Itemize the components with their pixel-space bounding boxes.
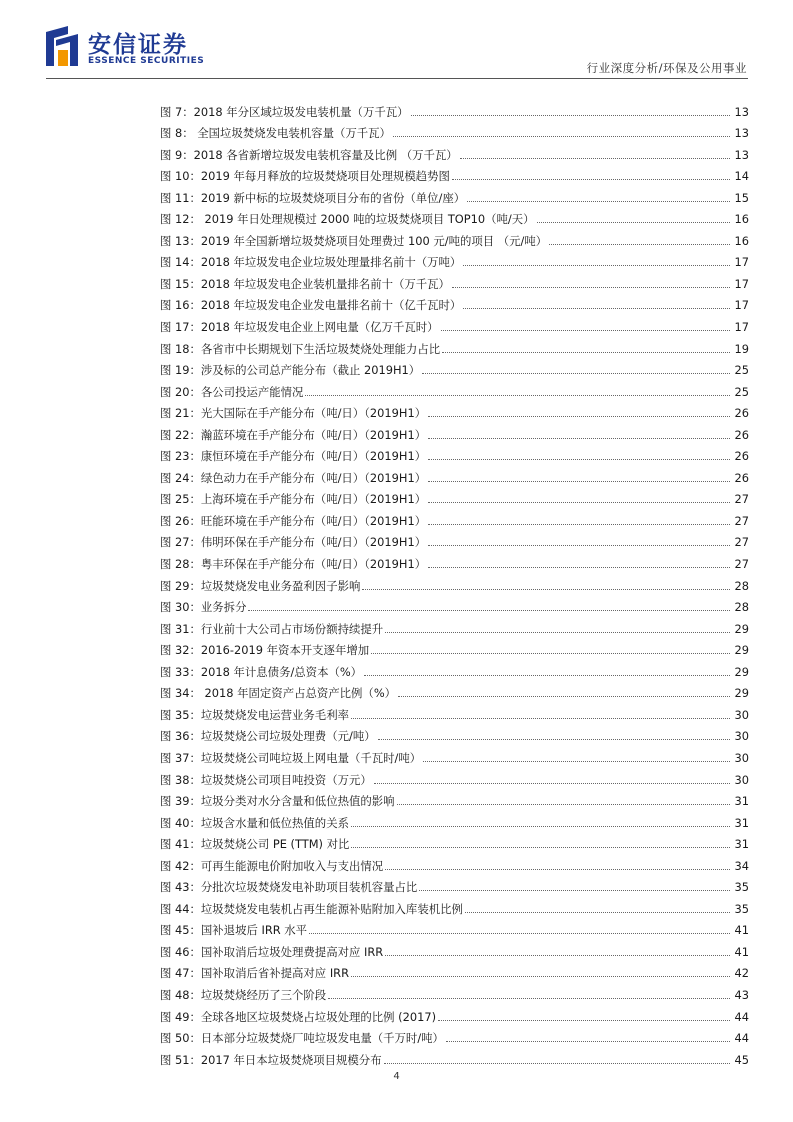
toc-entry-label[interactable]: 图 14：2018 年垃圾发电企业垃圾处理量排名前十（万吨） — [160, 255, 462, 270]
toc-entry[interactable] — [160, 937, 749, 959]
toc-entry-label[interactable]: 图 17：2018 年垃圾发电企业上网电量（亿万千瓦时） — [160, 320, 439, 335]
toc-dot-leader — [422, 373, 730, 374]
toc-dot-leader — [351, 847, 730, 848]
page-header — [0, 0, 793, 80]
toc-dot-leader — [385, 869, 730, 870]
toc-entry-page[interactable]: 26 — [734, 406, 749, 421]
toc-entry-label[interactable]: 图 42：可再生能源电价附加收入与支出情况 — [160, 858, 384, 873]
toc-dot-leader — [467, 201, 730, 202]
toc-entry-label[interactable]: 图 7：2018 年分区域垃圾发电装机量（万千瓦） — [160, 104, 409, 119]
toc-entry-page[interactable]: 43 — [734, 987, 749, 1002]
toc-entry-page[interactable]: 29 — [734, 664, 749, 679]
toc-dot-leader — [351, 976, 730, 977]
toc-entry-page[interactable]: 25 — [734, 363, 749, 378]
toc-entry[interactable] — [160, 1024, 749, 1046]
document-type: 行业深度分析/环保及公用事业 — [586, 61, 747, 75]
toc-entry-label[interactable]: 图 28：粤丰环保在手产能分布（吨/日）（2019H1） — [160, 557, 427, 572]
toc-entry[interactable] — [160, 830, 749, 852]
toc-dot-leader — [428, 438, 730, 439]
toc-entry-page[interactable]: 13 — [734, 147, 749, 162]
brand-name-cn: 安信证券 — [88, 32, 188, 58]
toc-entry-label[interactable]: 图 24：绿色动力在手产能分布（吨/日）（2019H1） — [160, 470, 427, 485]
toc-entry[interactable] — [160, 1002, 749, 1024]
toc-dot-leader — [364, 675, 730, 676]
toc-dot-leader — [309, 933, 730, 934]
toc-entry[interactable] — [160, 808, 749, 830]
toc-entry-page[interactable]: 29 — [734, 686, 749, 701]
toc-entry-page[interactable]: 19 — [734, 341, 749, 356]
toc-entry[interactable] — [160, 614, 749, 636]
toc-entry-label[interactable]: 图 37：垃圾焚烧公司吨垃圾上网电量（千瓦时/吨） — [160, 750, 422, 765]
toc-entry-page[interactable]: 26 — [734, 449, 749, 464]
toc-entry-page[interactable]: 17 — [734, 276, 749, 291]
toc-entry-label[interactable]: 图 23：康恒环境在手产能分布（吨/日）（2019H1） — [160, 449, 427, 464]
toc-entry-label[interactable]: 图 29：垃圾焚烧发电业务盈利因子影响 — [160, 578, 361, 593]
toc-entry-label[interactable]: 图 30：业务拆分 — [160, 600, 247, 615]
toc-entry-page[interactable]: 13 — [734, 126, 749, 141]
toc-entry-label[interactable]: 图 26：旺能环境在手产能分布（吨/日）（2019H1） — [160, 513, 427, 528]
toc-entry[interactable] — [160, 97, 749, 119]
toc-entry-page[interactable]: 16 — [734, 233, 749, 248]
toc-entry-page[interactable]: 27 — [734, 492, 749, 507]
toc-entry-page[interactable]: 27 — [734, 513, 749, 528]
toc-entry-page[interactable]: 26 — [734, 427, 749, 442]
toc-entry-label[interactable]: 图 31：行业前十大公司占市场份额持续提升 — [160, 621, 384, 636]
toc-dot-leader — [428, 545, 730, 546]
toc-entry-page[interactable]: 30 — [734, 729, 749, 744]
toc-dot-leader — [384, 1063, 730, 1064]
toc-entry-label[interactable]: 图 9：2018 各省新增垃圾发电装机容量及比例 （万千瓦） — [160, 147, 458, 162]
header-divider — [46, 78, 748, 79]
toc-dot-leader — [411, 115, 730, 116]
brand-logo — [46, 26, 205, 74]
toc-entry-page[interactable]: 26 — [734, 470, 749, 485]
toc-entry[interactable] — [160, 959, 749, 981]
toc-dot-leader — [397, 804, 730, 805]
toc-entry-label[interactable]: 图 43：分批次垃圾焚烧发电补助项目装机容量占比 — [160, 880, 418, 895]
toc-entry[interactable] — [160, 916, 749, 938]
toc-entry-label[interactable]: 图 13：2019 年全国新增垃圾焚烧项目处理费过 100 元/吨的项目 （元/吨） — [160, 233, 548, 248]
toc-entry[interactable] — [160, 420, 749, 442]
toc-entry[interactable] — [160, 312, 749, 334]
toc-entry-page[interactable]: 41 — [734, 944, 749, 959]
toc-entry[interactable] — [160, 183, 749, 205]
toc-dot-leader — [463, 265, 730, 266]
toc-entry-label[interactable]: 图 25：上海环境在手产能分布（吨/日）（2019H1） — [160, 492, 427, 507]
toc-entry[interactable] — [160, 463, 749, 485]
toc-entry-label[interactable]: 图 8： 全国垃圾焚烧发电装机容量（万千瓦） — [160, 126, 391, 141]
toc-dot-leader — [428, 567, 730, 568]
toc-entry-label[interactable]: 图 36：垃圾焚烧公司垃圾处理费（元/吨） — [160, 729, 376, 744]
page-number: 4 — [393, 1071, 400, 1082]
toc-entry-page[interactable]: 44 — [734, 1031, 749, 1046]
toc-entry[interactable] — [160, 506, 749, 528]
toc-entry-page[interactable]: 35 — [734, 901, 749, 916]
toc-entry-label[interactable]: 图 16：2018 年垃圾发电企业发电量排名前十（亿千瓦时） — [160, 298, 462, 313]
toc-entry[interactable] — [160, 485, 749, 507]
toc-entry-page[interactable]: 45 — [734, 1052, 749, 1067]
toc-entry-label[interactable]: 图 49：全球各地区垃圾焚烧占垃圾处理的比例 (2017) — [160, 1009, 437, 1024]
toc-entry-label[interactable]: 图 18：各省市中长期规划下生活垃圾焚烧处理能力占比 — [160, 341, 441, 356]
toc-entry[interactable] — [160, 162, 749, 184]
toc-dot-leader — [362, 589, 730, 590]
toc-dot-leader — [393, 136, 730, 137]
toc-dot-leader — [549, 244, 730, 245]
toc-dot-leader — [463, 308, 730, 309]
toc-entry-page[interactable]: 31 — [734, 837, 749, 852]
toc-dot-leader — [374, 783, 730, 784]
toc-entry-label[interactable]: 图 45：国补退坡后 IRR 水平 — [160, 923, 308, 938]
toc-entry[interactable] — [160, 787, 749, 809]
toc-dot-leader — [419, 890, 730, 891]
toc-entry[interactable] — [160, 894, 749, 916]
toc-dot-leader — [378, 739, 730, 740]
toc-entry[interactable] — [160, 248, 749, 270]
toc-dot-leader — [438, 1020, 730, 1021]
toc-entry-label[interactable]: 图 10：2019 年每月释放的垃圾焚烧项目处理规模趋势图 — [160, 169, 450, 184]
toc-entry-page[interactable]: 17 — [734, 320, 749, 335]
toc-entry-page[interactable]: 28 — [734, 600, 749, 615]
toc-dot-leader — [465, 912, 730, 913]
toc-dot-leader — [537, 222, 730, 223]
toc-entry-page[interactable]: 30 — [734, 707, 749, 722]
toc-entry[interactable] — [160, 291, 749, 313]
toc-entry[interactable] — [160, 119, 749, 141]
toc-entry-label[interactable]: 图 27：伟明环保在手产能分布（吨/日）（2019H1） — [160, 535, 427, 550]
toc-entry[interactable] — [160, 700, 749, 722]
toc-entry[interactable] — [160, 140, 749, 162]
toc-entry-label[interactable]: 图 41：垃圾焚烧公司 PE (TTM) 对比 — [160, 837, 350, 852]
toc-dot-leader — [385, 632, 730, 633]
toc-entry-page[interactable]: 31 — [734, 815, 749, 830]
toc-entry[interactable] — [160, 657, 749, 679]
toc-dot-leader — [398, 696, 730, 697]
toc-entry[interactable] — [160, 593, 749, 615]
toc-dot-leader — [423, 761, 730, 762]
toc-entry[interactable] — [160, 269, 749, 291]
toc-entry-page[interactable]: 41 — [734, 923, 749, 938]
toc-entry[interactable] — [160, 399, 749, 421]
toc-dot-leader — [328, 998, 730, 999]
toc-dot-leader — [351, 826, 730, 827]
toc-dot-leader — [442, 352, 730, 353]
toc-entry-page[interactable]: 15 — [734, 190, 749, 205]
toc-entry-label[interactable]: 图 33：2018 年计息债务/总资本（%） — [160, 664, 363, 679]
toc-entry-page[interactable]: 34 — [734, 858, 749, 873]
toc-entry[interactable] — [160, 636, 749, 658]
toc-entry-label[interactable]: 图 32：2016-2019 年资本开支逐年增加 — [160, 643, 370, 658]
toc-dot-leader — [305, 395, 730, 396]
toc-entry[interactable] — [160, 980, 749, 1002]
toc-entry[interactable] — [160, 571, 749, 593]
toc-entry[interactable] — [160, 205, 749, 227]
toc-entry[interactable] — [160, 377, 749, 399]
toc-entry[interactable] — [160, 442, 749, 464]
toc-dot-leader — [428, 502, 730, 503]
toc-entry-label[interactable]: 图 19：涉及标的公司总产能分布（截止 2019H1） — [160, 363, 421, 378]
toc-entry-label[interactable]: 图 22：瀚蓝环境在手产能分布（吨/日）（2019H1） — [160, 427, 427, 442]
toc-entry-page[interactable]: 31 — [734, 794, 749, 809]
toc-entry-label[interactable]: 图 40：垃圾含水量和低位热值的关系 — [160, 815, 349, 830]
toc-entry-page[interactable]: 17 — [734, 255, 749, 270]
toc-entry-page[interactable]: 25 — [734, 384, 749, 399]
toc-entry-page[interactable]: 30 — [734, 772, 749, 787]
toc-entry-label[interactable]: 图 12： 2019 年日处理规模过 2000 吨的垃圾焚烧项目 TOP10（吨/天） — [160, 212, 535, 227]
toc-entry[interactable] — [160, 765, 749, 787]
toc-dot-leader — [385, 955, 730, 956]
toc-entry-page[interactable]: 17 — [734, 298, 749, 313]
toc-entry[interactable] — [160, 679, 749, 701]
brand-name-en: ESSENCE SECURITIES — [88, 56, 205, 66]
toc-entry-page[interactable]: 29 — [734, 643, 749, 658]
toc-entry-page[interactable]: 42 — [734, 966, 749, 981]
toc-entry-page[interactable]: 35 — [734, 880, 749, 895]
toc-entry-label[interactable]: 图 20：各公司投运产能情况 — [160, 384, 304, 399]
toc-entry-label[interactable]: 图 44：垃圾焚烧发电装机占再生能源补贴附加入库装机比例 — [160, 901, 463, 916]
toc-dot-leader — [248, 610, 730, 611]
toc-entry[interactable] — [160, 743, 749, 765]
toc-entry-page[interactable]: 28 — [734, 578, 749, 593]
toc-entry-label[interactable]: 图 11：2019 新中标的垃圾焚烧项目分布的省份（单位/座） — [160, 190, 466, 205]
toc-dot-leader — [441, 330, 730, 331]
toc-dot-leader — [428, 481, 730, 482]
toc-entry-page[interactable]: 13 — [734, 104, 749, 119]
toc-entry-label[interactable]: 图 50：日本部分垃圾焚烧厂吨垃圾发电量（千万时/吨） — [160, 1031, 444, 1046]
toc-dot-leader — [446, 1041, 730, 1042]
toc-entry-page[interactable]: 27 — [734, 535, 749, 550]
toc-entry[interactable] — [160, 356, 749, 378]
toc-entry[interactable] — [160, 528, 749, 550]
toc-entry[interactable] — [160, 722, 749, 744]
brand-logo-icon — [46, 26, 78, 66]
toc-dot-leader — [351, 718, 730, 719]
toc-entry-page[interactable]: 29 — [734, 621, 749, 636]
toc-entry-label[interactable]: 图 51：2017 年日本垃圾焚烧项目规模分布 — [160, 1052, 382, 1067]
toc-entry-label[interactable]: 图 48：垃圾焚烧经历了三个阶段 — [160, 987, 327, 1002]
toc-entry-page[interactable]: 14 — [734, 169, 749, 184]
toc-entry-label[interactable]: 图 39：垃圾分类对水分含量和低位热值的影响 — [160, 794, 395, 809]
toc-dot-leader — [452, 287, 730, 288]
toc-dot-leader — [460, 158, 730, 159]
toc-entry-page[interactable]: 16 — [734, 212, 749, 227]
toc-entry-label[interactable]: 图 46：国补取消后垃圾处理费提高对应 IRR — [160, 944, 384, 959]
toc-dot-leader — [371, 653, 730, 654]
toc-entry-label[interactable]: 图 47：国补取消后省补提高对应 IRR — [160, 966, 350, 981]
toc-entry-label[interactable]: 图 35：垃圾焚烧发电运营业务毛利率 — [160, 707, 349, 722]
toc-entry-label[interactable]: 图 21：光大国际在手产能分布（吨/日）（2019H1） — [160, 406, 427, 421]
toc-dot-leader — [428, 416, 730, 417]
toc-entry-page[interactable]: 30 — [734, 750, 749, 765]
toc-entry[interactable] — [160, 334, 749, 356]
toc-entry[interactable] — [160, 1045, 749, 1067]
toc-dot-leader — [452, 179, 730, 180]
toc-entry-label[interactable]: 图 15：2018 年垃圾发电企业装机量排名前十（万千瓦） — [160, 276, 450, 291]
toc-entry[interactable] — [160, 226, 749, 248]
toc-entry-page[interactable]: 27 — [734, 557, 749, 572]
toc-entry-label[interactable]: 图 34： 2018 年固定资产占总资产比例（%） — [160, 686, 397, 701]
toc-entry-page[interactable]: 44 — [734, 1009, 749, 1024]
toc-entry[interactable] — [160, 873, 749, 895]
toc-entry-label[interactable]: 图 38：垃圾焚烧公司项目吨投资（万元） — [160, 772, 372, 787]
toc-dot-leader — [428, 459, 730, 460]
toc-entry[interactable] — [160, 549, 749, 571]
toc-dot-leader — [428, 524, 730, 525]
figure-index — [160, 97, 749, 1067]
toc-entry[interactable] — [160, 851, 749, 873]
